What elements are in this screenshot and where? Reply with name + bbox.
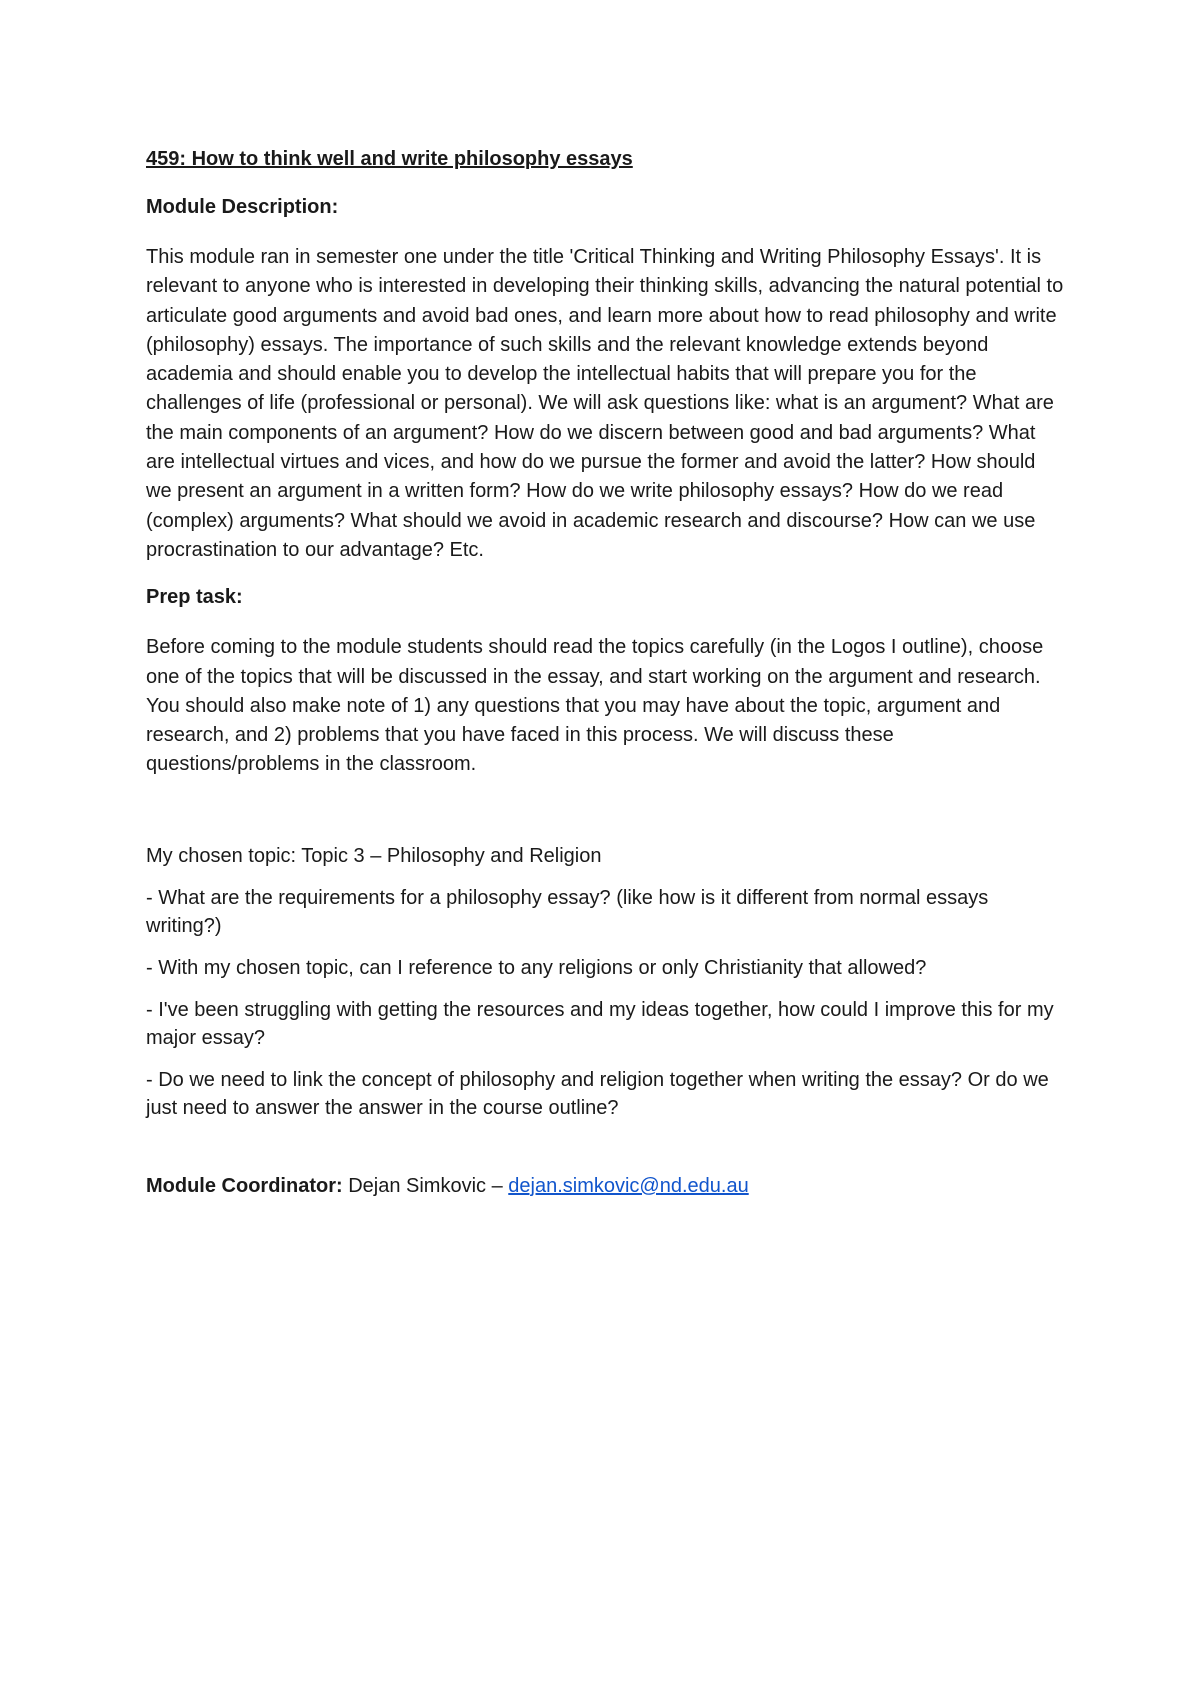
coordinator-email-link[interactable]: dejan.simkovic@nd.edu.au <box>508 1175 749 1198</box>
document-title: 459: How to think well and write philosophy essays <box>146 148 633 170</box>
question-item: - Do we need to link the concept of philosophy and religion together when writing the essay? Or do we just need to answer the answer in the course outline? <box>146 1069 1049 1120</box>
spacer <box>146 1136 1066 1172</box>
chosen-topic: My chosen topic: Topic 3 – Philosophy and Religion <box>146 844 602 867</box>
prep-task-body: Before coming to the module students should read the topics carefully (in the Logos I outline), choose one of the topics that will be discussed in the essay, and start working on the argument and research. You should also make note of 1) any questions that you may have about the topic, argument and research, and 2) problems that you have faced in this process. We will discuss these questions/problems in the classroom. <box>146 636 1044 776</box>
spacer <box>146 798 1066 842</box>
question-item: - I've been struggling with getting the resources and my ideas together, how could I improve this for my major essay? <box>146 999 1054 1050</box>
module-description-heading: Module Description: <box>146 196 339 218</box>
module-coordinator <box>146 1172 1066 1200</box>
prep-task-heading: Prep task: <box>146 586 243 609</box>
document-page <box>146 145 1066 1200</box>
question-item: - What are the requirements for a philosophy essay? (like how is it different from normal essays writing?) <box>146 887 989 938</box>
coordinator-name: Dejan Simkovic – <box>342 1175 509 1198</box>
question-item: - With my chosen topic, can I reference to any religions or only Christianity that allowed? <box>146 957 927 980</box>
module-description-body: This module ran in semester one under the title 'Critical Thinking and Writing Philosophy Essays'. It is relevant to anyone who is interested in developing their thinking skills, advancing the natural potential to articulate good arguments and avoid bad ones, and learn more about how to read philosophy and write (philosophy) essays. The importance of such skills and the relevant knowledge extends beyond academia and should enable you to develop the intellectual habits that will prepare you for the challenges of life (professional or personal). We will ask questions like: what is an argument? What are the main components of an argument? How do we discern between good and bad arguments? What are intellectual virtues and vices, and how do we pursue the former and avoid the latter? How should we present an argument in a written form? How do we write philosophy essays? How do we read (complex) arguments? What should we avoid in academic research and discourse? How can we use procrastination to our advantage? Etc. <box>146 246 1064 561</box>
coordinator-label: Module Coordinator: <box>146 1175 343 1198</box>
